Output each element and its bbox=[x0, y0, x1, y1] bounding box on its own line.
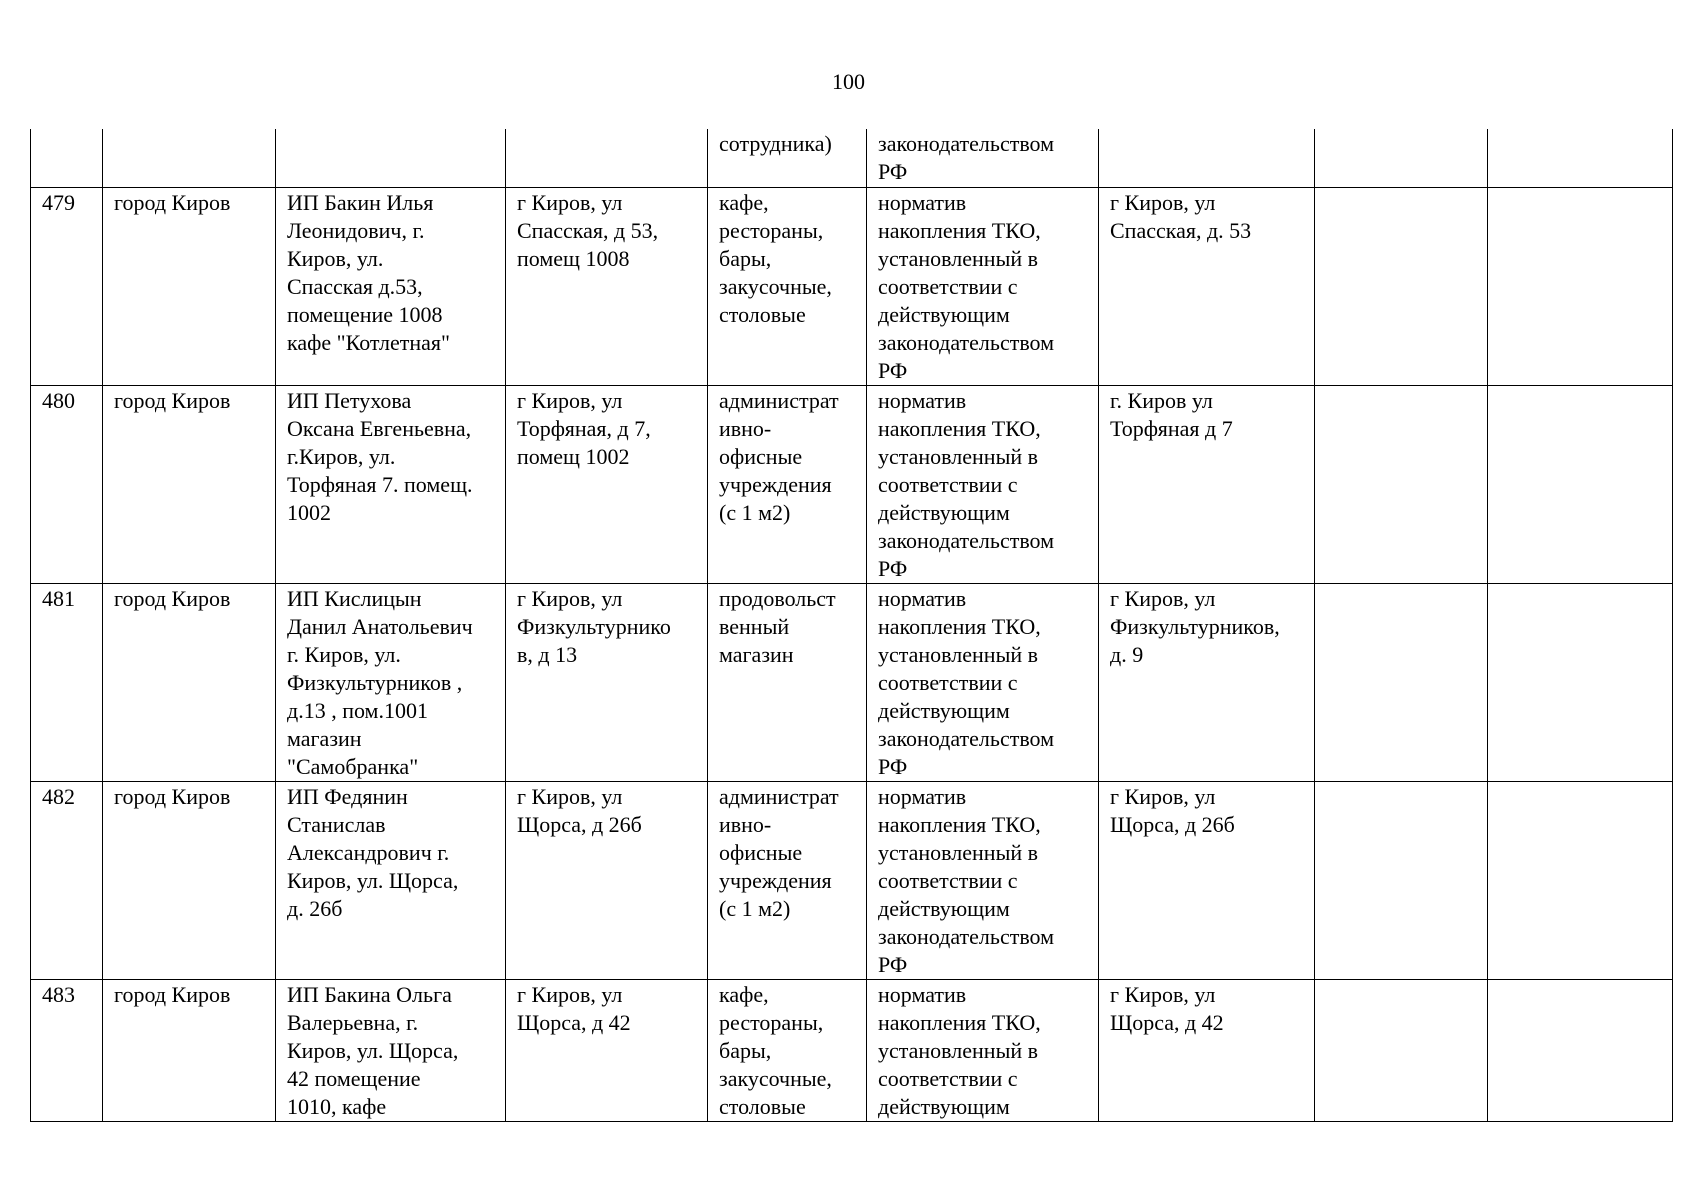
cell-municipality: город Киров bbox=[103, 187, 276, 385]
cell-extra2 bbox=[1488, 129, 1673, 187]
cell-category: продовольст венный магазин bbox=[708, 583, 867, 781]
page-number: 100 bbox=[832, 69, 865, 94]
cell-no: 482 bbox=[31, 781, 103, 979]
cell-address: г Киров, ул Щорса, д 42 bbox=[506, 979, 708, 1121]
cell-site: г Киров, ул Щорса, д 42 bbox=[1099, 979, 1315, 1121]
cell-extra2 bbox=[1488, 187, 1673, 385]
cell-municipality: город Киров bbox=[103, 781, 276, 979]
cell-no: 483 bbox=[31, 979, 103, 1121]
cell-municipality: город Киров bbox=[103, 979, 276, 1121]
cell-no bbox=[31, 129, 103, 187]
cell-extra1 bbox=[1315, 979, 1488, 1121]
cell-no: 480 bbox=[31, 385, 103, 583]
cell-site bbox=[1099, 129, 1315, 187]
table-row bbox=[31, 583, 1673, 781]
table-row bbox=[31, 187, 1673, 385]
cell-norm: норматив накопления ТКО, установленный в соответствии с действующим законодательством РФ bbox=[867, 187, 1099, 385]
cell-extra1 bbox=[1315, 187, 1488, 385]
cell-norm: законодательством РФ bbox=[867, 129, 1099, 187]
cell-extra2 bbox=[1488, 583, 1673, 781]
cell-municipality: город Киров bbox=[103, 385, 276, 583]
waste-site-registry-table bbox=[30, 129, 1673, 1122]
cell-category: администрат ивно- офисные учреждения (с 1 м2) bbox=[708, 385, 867, 583]
cell-owner: ИП Петухова Оксана Евгеньевна, г.Киров, ул. Торфяная 7. помещ. 1002 bbox=[276, 385, 506, 583]
cell-address: г Киров, ул Щорса, д 26б bbox=[506, 781, 708, 979]
cell-norm: норматив накопления ТКО, установленный в соответствии с действующим bbox=[867, 979, 1099, 1121]
cell-owner bbox=[276, 129, 506, 187]
cell-extra1 bbox=[1315, 129, 1488, 187]
cell-site: г Киров, ул Физкультурников, д. 9 bbox=[1099, 583, 1315, 781]
cell-extra1 bbox=[1315, 385, 1488, 583]
cell-no: 481 bbox=[31, 583, 103, 781]
cell-owner: ИП Федянин Станислав Александрович г. Киров, ул. Щорса, д. 26б bbox=[276, 781, 506, 979]
cell-extra2 bbox=[1488, 979, 1673, 1121]
cell-norm: норматив накопления ТКО, установленный в соответствии с действующим законодательством РФ bbox=[867, 583, 1099, 781]
table-row bbox=[31, 385, 1673, 583]
cell-site: г Киров, ул Щорса, д 26б bbox=[1099, 781, 1315, 979]
cell-address: г Киров, ул Торфяная, д 7, помещ 1002 bbox=[506, 385, 708, 583]
table-row bbox=[31, 781, 1673, 979]
cell-extra2 bbox=[1488, 385, 1673, 583]
cell-site: г Киров, ул Спасская, д. 53 bbox=[1099, 187, 1315, 385]
cell-address bbox=[506, 129, 708, 187]
cell-address: г Киров, ул Физкультурнико в, д 13 bbox=[506, 583, 708, 781]
cell-municipality: город Киров bbox=[103, 583, 276, 781]
cell-category: кафе, рестораны, бары, закусочные, столовые bbox=[708, 979, 867, 1121]
cell-owner: ИП Бакина Ольга Валерьевна, г. Киров, ул. Щорса, 42 помещение 1010, кафе bbox=[276, 979, 506, 1121]
cell-address: г Киров, ул Спасская, д 53, помещ 1008 bbox=[506, 187, 708, 385]
cell-owner: ИП Бакин Илья Леонидович, г. Киров, ул. Спасская д.53, помещение 1008 кафе "Котлетная" bbox=[276, 187, 506, 385]
cell-no: 479 bbox=[31, 187, 103, 385]
cell-owner: ИП Кислицын Данил Анатольевич г. Киров, ул. Физкультурников , д.13 , пом.1001 магазин "Самобранка" bbox=[276, 583, 506, 781]
table-row-continuation bbox=[31, 129, 1673, 187]
cell-extra1 bbox=[1315, 583, 1488, 781]
table-row bbox=[31, 979, 1673, 1121]
cell-site: г. Киров ул Торфяная д 7 bbox=[1099, 385, 1315, 583]
cell-category: сотрудника) bbox=[708, 129, 867, 187]
cell-norm: норматив накопления ТКО, установленный в соответствии с действующим законодательством РФ bbox=[867, 781, 1099, 979]
cell-category: администрат ивно- офисные учреждения (с 1 м2) bbox=[708, 781, 867, 979]
cell-category: кафе, рестораны, бары, закусочные, столовые bbox=[708, 187, 867, 385]
cell-norm: норматив накопления ТКО, установленный в соответствии с действующим законодательством РФ bbox=[867, 385, 1099, 583]
cell-extra1 bbox=[1315, 781, 1488, 979]
cell-municipality bbox=[103, 129, 276, 187]
cell-extra2 bbox=[1488, 781, 1673, 979]
